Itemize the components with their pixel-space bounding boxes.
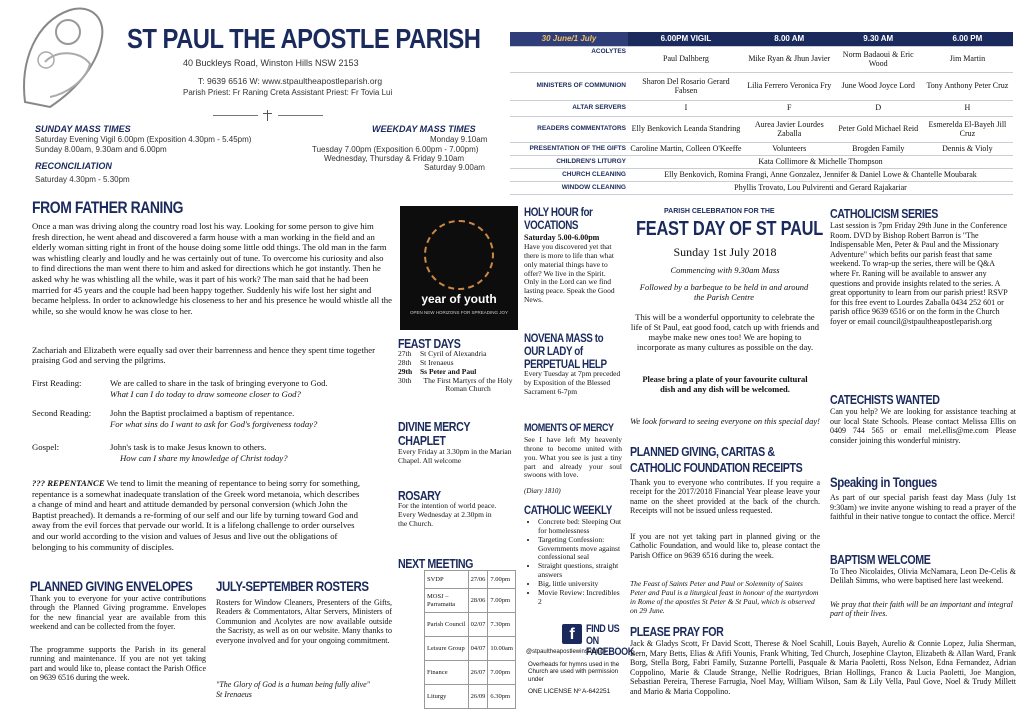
sts-peter-paul-note: The Feast of Saints Peter and Paul or Solemnity of Saints Peter and Paul is a liturgical feast in honour of the martyrdom in Rome of the apostles St Peter & St Paul, which is observed on 29 June. (630, 579, 819, 615)
meeting-time: 7.00pm (488, 661, 516, 685)
moments-title: MOMENTS OF MERCY (524, 422, 614, 434)
rosters-quote: "The Glory of God is a human being fully alive" (216, 680, 371, 689)
roster-cell: F (744, 100, 835, 116)
weekday-mass-title: WEEKDAY MASS TIMES (372, 124, 476, 134)
tongues-title: Speaking in Tongues (830, 474, 937, 490)
servers-label: ALTAR SERVERS (510, 100, 628, 116)
planned-giving-title: PLANNED GIVING ENVELOPES (30, 578, 193, 594)
divine-mercy-text: Every Friday at 3.30pm in the Marian Chapel. All welcome (398, 447, 512, 465)
parish-priests: Parish Priest: Fr Raning Creta Assistant Priest: Fr Tovia Lui (183, 88, 393, 97)
hymn-license-note: Overheads for hymns used in the Church are used with permission under (528, 661, 620, 683)
celebration-forward: We look forward to seeing everyone on this special day! (630, 416, 820, 426)
acolytes-label: ACOLYTES (510, 46, 628, 72)
roster-col-930am: 9.30 AM (835, 32, 922, 46)
weekday-line-3: Wednesday, Thursday & Friday 9.10am (324, 154, 465, 163)
roster-cell: Sharon Del Rosario Gerard Fabsen (628, 72, 744, 100)
meeting-time: 6.30pm (488, 685, 516, 709)
meeting-date: 26/09 (468, 685, 488, 709)
tongues-text: As part of our special parish feast day Mass (July 1st 9:30am) we invite anyone wishing to read a prayer of the faithful in their native tongue to contact the office. Merci! (830, 493, 1016, 522)
meeting-row (425, 589, 516, 613)
meeting-time: 7.30pm (488, 613, 516, 637)
roster-col-6pm: 6.00 PM (922, 32, 1013, 46)
father-title: FROM FATHER RANING (32, 198, 184, 217)
first-reading-label: First Reading: (32, 378, 82, 388)
caritas-text-2: If you are not yet taking part in planned giving or the Catholic Foundation, and would like to, please contact the Parish Office on 9639 6516 during the week. (630, 532, 820, 560)
meeting-date: 28/06 (468, 589, 488, 613)
meeting-group: MOSJ – Parramatta (425, 589, 469, 613)
roster-col-8am: 8.00 AM (744, 32, 835, 46)
roster-cell: I (628, 100, 744, 116)
planned-giving-text: Thank you to everyone for your active contributions through the Planned Giving programme. Envelopes for the new financial year are available from this weekend and can be collected from the foyer. (30, 594, 206, 632)
meeting-time: 10.00am (488, 637, 516, 661)
catechists-title: CATECHISTS WANTED (830, 392, 940, 407)
feast-row (398, 350, 516, 359)
novena-title: NOVENA MASS to OUR LADY of PERPETUAL HELP (524, 331, 607, 372)
roster-cell: Jim Martin (922, 46, 1013, 72)
roster-cell: Volunteers (744, 142, 835, 155)
yoy-graphic-circle (424, 220, 494, 290)
roster-cell: Lilia Ferrero Veronica Fry (744, 72, 835, 100)
roster-cell: Brogden Family (835, 142, 922, 155)
father-paragraph-1: Once a man was driving along the country road lost his way. Looking for some person to give him fresh direction, he went ahead and discovered a farm house with a man working in the field and an elderly woman sitting right in front of the house doing some little odd things. The old man in the farm was whistling clearly and loudly and he was certainly out of tune. To overcome his curiosity and also to find directions the man went there to him and asked for directions which he got instantly. Then he asked why he was whistling all the while, was it part of his work? The man said that he had been married for 45 years and the couple had been happy together. Suddenly his wife lost her sight and became helpless. In order to acknowledge his closeness to her and his presence he would whistle all the while, so she would know he was close to her. (32, 221, 392, 316)
celebration-bring: Please bring a plate of your favourite cultural dish and any dish will be welcomed. (642, 374, 808, 395)
roster-cell: Caroline Martin, Colleen O'Keeffe (628, 142, 744, 155)
baptism-text: To Theo Nicolaides, Olivia McNamara, Leon De-Celis & Delilah Simms, who were baptised here last weekend. (830, 567, 1016, 586)
roster-cell: Norm Badaoui & Eric Wood (835, 46, 922, 72)
catholicism-title: CATHOLICISM SERIES (830, 206, 938, 221)
roster-cell: Elly Benkovich, Romina Frangi, Anne Gonzalez, Jennifer & Daniel Lowe & Chantelle Moubarak (628, 168, 1013, 181)
caritas-text: Thank you to everyone who contributes. If you require a receipt for the 2017/2018 Financial Year please leave your name on the sheet provided at the back of the church. Receipts will not be issued unless requested. (630, 478, 820, 516)
moments-source: (Diary 1810) (524, 487, 561, 495)
meeting-row (425, 661, 516, 685)
meeting-time: 7.00pm (488, 589, 516, 613)
moments-text: See I have left My heavenly throne to become united with you. What you see is just a tiny part and already your soul swoons with love. (524, 435, 622, 480)
roster-cell: D (835, 100, 922, 116)
weekday-line-1: Monday 9.10am (430, 135, 488, 144)
roster-cell: Dennis & Violy (922, 142, 1013, 155)
sunday-mass-line-1: Saturday Evening Vigil 6.00pm (Exposition 4.30pm - 5.45pm) (35, 135, 252, 144)
roster-col-vigil: 6.00PM VIGIL (628, 32, 744, 46)
please-pray-text: Jack & Gladys Scott, Fr David Scott, Therese & Noel Scahill, Louis Bayeh, Aurelio & Connie Lopez, Julia Sherman, Bern, Mary Betts, Elias & Afifi Younis, Frank Whiting, Ted Church, Josephine Clayton, Elizabeth & Allan Ward, Frank Borg, Stella Borg, Fabri Family, Suzanne Portelli, Pasquale & Maria Paoletti, Ross Nelson, Edna Fernandez, Adrian Coppolino, Marie & Claude Strange, Nellie Rodrigues, Brian Hollings, Franco & Lucia Paoletti, Joe Mangion, Sebastian Pereira, Therese Farrugia, Noel May, William Wilson, Sam & Lily Vella, Paul Gove, Noel & Trudy Millett and Mario & Maria Coppolino. (630, 639, 1016, 696)
repentance-text: We tend to limit the meaning of repentance to being sorry for something, repentance is a somewhat inadequate translation of the Greek word metanoia, which describes a change of mind and heart and attitude demanded by personal conversion (which John the Baptist preached). It demands a re-forming of our self and our life by turning toward God and away from the evil forces that pervade our world. It is a lifelong challenge to order ourselves and our world according to the vision and values of Jesus and live out the obligations of belonging to his community of disciples. (32, 478, 361, 552)
roster-cell: June Wood Joyce Lord (835, 72, 922, 100)
roster-cell: Peter Gold Michael Reid (835, 116, 922, 142)
feast-date: 28th (398, 357, 412, 367)
feast-day-title: FEAST DAY OF ST PAUL (636, 218, 824, 240)
roster-cell: Aurea Javier Lourdes Zaballa (744, 116, 835, 142)
roster-cell: Mike Ryan & Jhun Javier (744, 46, 835, 72)
meeting-date: 27/06 (468, 571, 488, 589)
feast-name: St Irenaeus (420, 357, 454, 367)
catholic-weekly-item: • Movie Review: Incredibles 2 (538, 589, 624, 607)
ministers-label: MINISTERS OF COMMUNION (510, 72, 628, 100)
weekday-line-4: Saturday 9.00am (424, 163, 485, 172)
meeting-group: Liturgy (425, 685, 469, 709)
church-cleaning-label: CHURCH CLEANING (510, 168, 628, 181)
parish-title: ST PAUL THE APOSTLE PARISH (127, 23, 481, 54)
meeting-group: SVDP (425, 571, 469, 589)
roster-cell: Elly Benkovich Leanda Standring (628, 116, 744, 142)
gospel-text: John's task is to make Jesus known to others. (110, 442, 267, 452)
roster-cell: H (922, 100, 1013, 116)
meeting-group: Finance (425, 661, 469, 685)
roster-date: 30 June/1 July (510, 32, 628, 46)
next-meeting-title: NEXT MEETING (398, 556, 474, 571)
novena-text: Every Tuesday at 7pm preceded by Exposition of the Blessed Sacrament 6-7pm (524, 369, 621, 396)
meeting-time: 7.00pm (488, 571, 516, 589)
celebration-label: PARISH CELEBRATION FOR THE (664, 208, 775, 215)
reconciliation-line: Saturday 4.30pm - 5.30pm (35, 175, 130, 184)
caritas-title: PLANNED GIVING, CARITAS & CATHOLIC FOUNDATION RECEIPTS (630, 444, 803, 476)
mass-roster-table (510, 32, 1013, 195)
meeting-group: Parish Council (425, 613, 469, 637)
catholic-weekly-list (532, 518, 624, 606)
meeting-date: 26/07 (468, 661, 488, 685)
meeting-date: 02/07 (468, 613, 488, 637)
catholic-weekly-item: • Concrete bed: Sleeping Out for homelessness (538, 518, 624, 536)
rosary-text: For the intention of world peace. Every Wednesday at 2.30pm in the Church. (398, 501, 497, 528)
first-reading-text: We are called to share in the task of bringing everyone to God. (110, 378, 328, 388)
baptism-title: BAPTISM WELCOME (830, 552, 931, 567)
sunday-mass-line-2: Sunday 8.00am, 9.30am and 6.00pm (35, 145, 167, 154)
holy-hour-time: Saturday 5.00-6.00pm (524, 233, 600, 242)
parish-logo (10, 2, 120, 112)
roster-cell: Kata Collimore & Michelle Thompson (628, 155, 1013, 168)
next-meeting-table (424, 570, 516, 709)
roster-cell: Esmerelda El-Bayeh Jill Cruz (922, 116, 1013, 142)
holy-hour-text: Have you discovered yet that there is more to life than what only material things have to offer? We live in the Spirit. Only in the Lord can we find lasting peace. Speak the Good News. (524, 242, 615, 305)
roster-cell: Tony Anthony Peter Cruz (922, 72, 1013, 100)
feast-days-title: FEAST DAYS (398, 336, 461, 351)
second-reading-question: For what sins do I want to ask for God's forgiveness today? (110, 419, 318, 429)
childrens-label: CHILDREN'S LITURGY (510, 155, 628, 168)
catholic-weekly-item: • Straight questions, straight answers (538, 562, 624, 580)
yoy-subtext: OPEN NEW HORIZONS FOR SPREADING JOY (409, 310, 508, 315)
catholic-weekly-item: • Targeting Confession: Governments move against confessional seal (538, 536, 624, 563)
catholicism-text: Last session is 7pm Friday 29th June in the Conference Room. DVD by Bishop Robert Barron is "The Indispensable Men, Peter & Paul and the Missionary Adventure" which befits our parish feast that same weekend. To wrap-up the series, there will be Q&A where Fr. Raning will be available to answer any questions and provide insights related to the series. A great opportunity to learn from our parish priest! RSVP for this free event to Lourdes Zaballa 0434 252 601 or parish office 9639 6516 or on the form in the Church foyer or email council@stpaultheapostleparish.org (830, 221, 1008, 326)
window-cleaning-label: WINDOW CLEANING (510, 181, 628, 194)
celebration-paragraph: This will be a wonderful opportunity to celebrate the life of St Paul, eat good food, catch up with friends and maybe make new ones too! We are hoping to incorporate as many cultures as possible on the day. (630, 312, 820, 353)
cross-divider (213, 110, 323, 120)
feast-date: 27th (398, 349, 412, 358)
reconciliation-title: RECONCILIATION (35, 161, 112, 171)
divine-mercy-title: DIVINE MERCY CHAPLET (398, 419, 470, 448)
second-reading-label: Second Reading: (32, 408, 92, 418)
first-reading-question: What I can I do today to draw someone closer to God? (110, 389, 301, 399)
second-reading-text: John the Baptist proclaimed a baptism of repentance. (110, 408, 295, 418)
rosary-title: ROSARY (398, 488, 441, 503)
parish-address: 40 Buckleys Road, Winston Hills NSW 2153 (183, 58, 359, 68)
feast-row (398, 377, 516, 395)
hymn-license-number: ONE LICENSE Nº A-642251 (528, 688, 611, 695)
facebook-handle[interactable]: @stpaultheapostlewinstonhills (526, 649, 607, 655)
meeting-date: 04/07 (468, 637, 488, 661)
repentance-heading: ??? REPENTANCE (32, 478, 105, 488)
year-of-youth-image (400, 206, 518, 330)
please-pray-title: PLEASE PRAY FOR (630, 624, 724, 639)
meeting-group: Leisure Group (425, 637, 469, 661)
celebration-line-1: Commencing with 9.30am Mass (670, 265, 780, 275)
father-paragraph-2: Zachariah and Elizabeth were equally sad over their barrenness and hence they spent time together praising God and serving the pilgrims. (32, 345, 376, 366)
celebration-line-2: Followed by a barbeque to be held in and around the Parish Centre (639, 282, 809, 303)
sunday-mass-title: SUNDAY MASS TIMES (35, 124, 131, 134)
catechists-text: Can you help? We are looking for assistance teaching at our local State Schools. Please contact Melissa Ellis on 0409 744 565 or email mel.ellis@me.com Please consider joining this wonderful ministry. (830, 407, 1016, 445)
yoy-wordmark: year of youth (421, 292, 497, 306)
feast-date: 30th (398, 375, 412, 385)
rosters-quote-author: St Irenaeus (216, 690, 252, 699)
feast-name: St Cyril of Alexandria (420, 349, 487, 358)
roster-cell: Phyllis Trovato, Lou Pulvirenti and Gerard Rajakariar (628, 181, 1013, 194)
planned-giving-text-2: The programme supports the Parish in its general running and maintenance. If you are not yet taking part and would like to, please contact the Parish Office on 9639 6516 during the week. (30, 645, 206, 683)
parish-contact: T: 9639 6516 W: www.stpaultheapostleparish.org (198, 76, 383, 86)
catholic-weekly-title: CATHOLIC WEEKLY (524, 503, 612, 517)
roster-cell: Paul Dalhberg (628, 46, 744, 72)
weekday-line-2: Tuesday 7.00pm (Exposition 6.00pm - 7.00pm) (312, 145, 479, 154)
feast-date: 29th (398, 366, 413, 376)
repentance-block (32, 478, 364, 552)
gifts-label: PRESENTATION OF THE GIFTS (510, 142, 628, 155)
rosters-title: JULY-SEPTEMBER ROSTERS (216, 578, 369, 594)
meeting-row (425, 637, 516, 661)
gospel-label: Gospel: (32, 442, 60, 452)
facebook-icon[interactable]: f (562, 624, 582, 644)
feast-name: Ss Peter and Paul (420, 366, 477, 376)
celebration-date: Sunday 1st July 2018 (673, 245, 777, 259)
catholic-weekly-item: • Big, little university (538, 580, 624, 589)
rosters-text: Rosters for Window Cleaners, Presenters of the Gifts, Readers & Commentators, Altar Servers, Ministers of Communion and Acolytes are now available outside the Sacristy, as well as on our website. Many thanks to everyone involved and for your ongoing commitment. (216, 598, 392, 645)
readers-label: READERS COMMENTATORS (510, 116, 628, 142)
meeting-row (425, 613, 516, 637)
feast-name: The First Martyrs of the Holy Roman Church (423, 375, 513, 394)
feast-days-list (398, 350, 516, 394)
meeting-row (425, 685, 516, 709)
holy-hour-title: HOLY HOUR for VOCATIONS (524, 205, 593, 232)
gospel-question: How can I share my knowledge of Christ today? (120, 453, 288, 463)
facebook-title: FIND US ON FACEBOOK (586, 623, 634, 659)
baptism-pray: We pray that their faith will be an important and integral part of their lives. (830, 600, 1013, 619)
meeting-row (425, 571, 516, 589)
